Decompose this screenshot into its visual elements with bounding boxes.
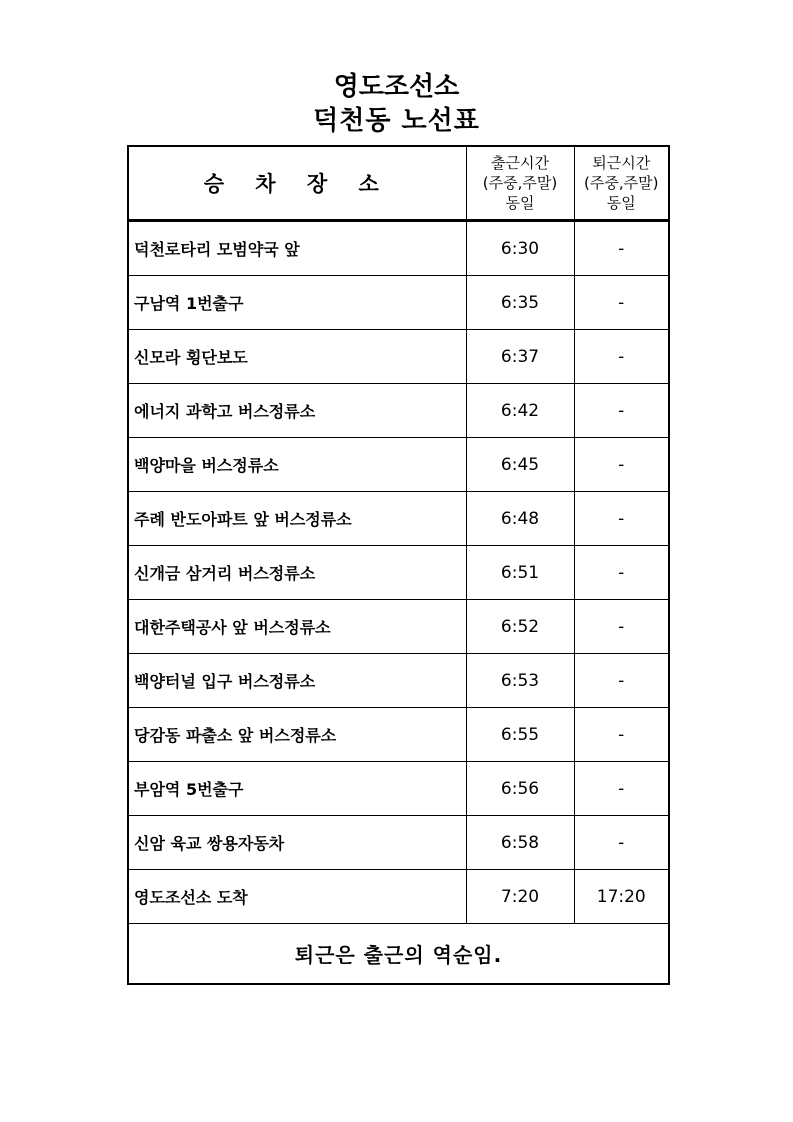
header-morning-line1: 출근시간 <box>491 154 549 172</box>
evening-time: - <box>574 276 669 330</box>
morning-time: 7:20 <box>466 870 574 924</box>
stop-name: 신모라 횡단보도 <box>128 330 466 384</box>
footer-note: 퇴근은 출근의 역순임. <box>128 924 669 985</box>
header-evening-time <box>574 146 669 221</box>
morning-time: 6:56 <box>466 762 574 816</box>
evening-time: - <box>574 438 669 492</box>
table-row <box>128 276 669 330</box>
header-evening-line2: (주중,주말) <box>584 174 659 192</box>
evening-time: - <box>574 546 669 600</box>
stop-name: 백양터널 입구 버스정류소 <box>128 654 466 708</box>
evening-time: 17:20 <box>574 870 669 924</box>
table-row <box>128 762 669 816</box>
stop-name: 에너지 과학고 버스정류소 <box>128 384 466 438</box>
morning-time: 6:35 <box>466 276 574 330</box>
stop-name: 구남역 1번출구 <box>128 276 466 330</box>
evening-time: - <box>574 762 669 816</box>
evening-time: - <box>574 708 669 762</box>
morning-time: 6:58 <box>466 816 574 870</box>
stop-name: 백양마을 버스정류소 <box>128 438 466 492</box>
header-morning-line3: 동일 <box>505 194 535 212</box>
evening-time: - <box>574 330 669 384</box>
morning-time: 6:37 <box>466 330 574 384</box>
header-boarding-place: 승 차 장 소 <box>128 146 466 221</box>
header-morning-time <box>466 146 574 221</box>
evening-time: - <box>574 384 669 438</box>
table-row <box>128 870 669 924</box>
header-evening-line1: 퇴근시간 <box>592 154 651 172</box>
stop-name: 덕천로타리 모범약국 앞 <box>128 221 466 276</box>
evening-time: - <box>574 654 669 708</box>
page-subtitle: 덕천동 노선표 <box>313 106 480 136</box>
morning-time: 6:30 <box>466 221 574 276</box>
stop-name: 신암 육교 쌍용자동차 <box>128 816 466 870</box>
table-row <box>128 492 669 546</box>
page-title: 영도조선소 <box>333 72 460 102</box>
table-row <box>128 384 669 438</box>
evening-time: - <box>574 600 669 654</box>
table-row <box>128 654 669 708</box>
stop-name: 대한주택공사 앞 버스정류소 <box>128 600 466 654</box>
morning-time: 6:52 <box>466 600 574 654</box>
table-row <box>128 221 669 276</box>
stop-name: 주례 반도아파트 앞 버스정류소 <box>128 492 466 546</box>
header-morning-line2: (주중,주말) <box>482 174 558 192</box>
stop-name: 신개금 삼거리 버스정류소 <box>128 546 466 600</box>
route-schedule-table <box>127 145 670 985</box>
table-row <box>128 708 669 762</box>
morning-time: 6:48 <box>466 492 574 546</box>
table-row <box>128 438 669 492</box>
table-row <box>128 600 669 654</box>
table-row <box>128 546 669 600</box>
table-row <box>128 816 669 870</box>
header-evening-line3: 동일 <box>606 194 636 212</box>
evening-time: - <box>574 492 669 546</box>
morning-time: 6:55 <box>466 708 574 762</box>
morning-time: 6:45 <box>466 438 574 492</box>
table-row <box>128 330 669 384</box>
evening-time: - <box>574 221 669 276</box>
stop-name: 영도조선소 도착 <box>128 870 466 924</box>
table-header-row <box>128 146 669 221</box>
stop-name: 부암역 5번출구 <box>128 762 466 816</box>
morning-time: 6:51 <box>466 546 574 600</box>
stop-name: 당감동 파출소 앞 버스정류소 <box>128 708 466 762</box>
table-footer-row <box>128 924 669 985</box>
morning-time: 6:42 <box>466 384 574 438</box>
morning-time: 6:53 <box>466 654 574 708</box>
evening-time: - <box>574 816 669 870</box>
